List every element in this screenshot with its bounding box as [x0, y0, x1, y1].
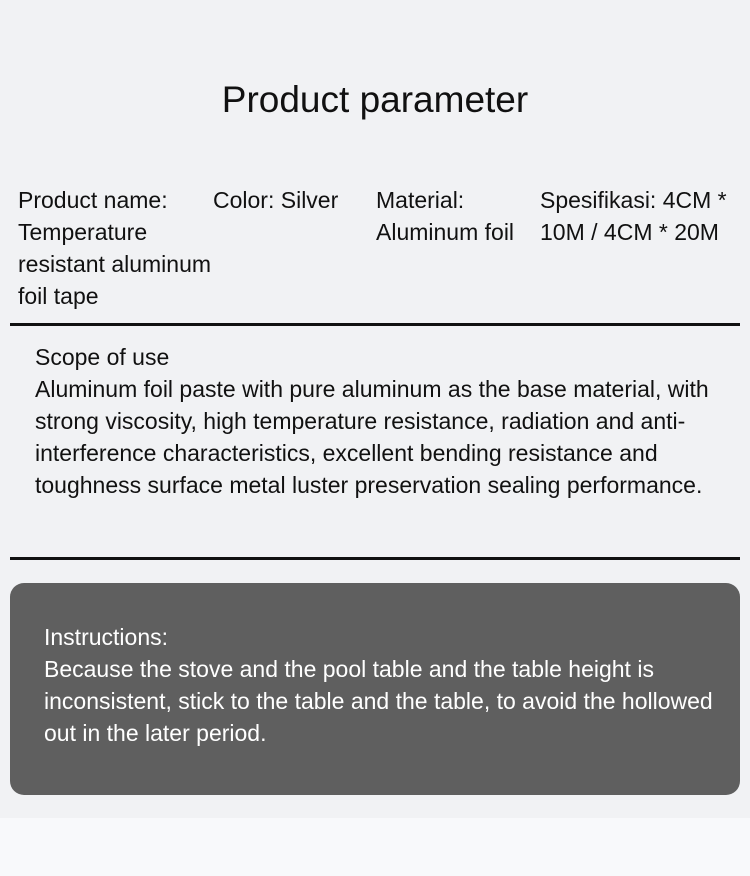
param-material: Material: Aluminum foil [376, 187, 515, 245]
divider-top [10, 323, 740, 326]
param-specification: Spesifikasi: 4CM * 10M / 4CM * 20M [540, 187, 727, 245]
instructions-content [44, 621, 724, 749]
page-title: Product parameter [221, 79, 529, 120]
instructions-body: Because the stove and the pool table and the table height is inconsistent, stick to the table and the table, to avoid the hollowed out in the later period. [44, 656, 713, 746]
scope-of-use-section [35, 341, 735, 501]
param-product-name: Product name: Temperature resistant aluminum foil tape [18, 187, 212, 309]
scope-heading: Scope of use [35, 344, 170, 370]
divider-bottom [10, 557, 740, 560]
param-color: Color: Silver [213, 187, 339, 213]
instructions-box [10, 583, 740, 795]
instructions-heading: Instructions: [44, 624, 168, 650]
scope-body: Aluminum foil paste with pure aluminum as the base material, with strong viscosity, high temperature resistance, radiation and anti-interference characteristics, excellent bending resistance and toughness surface metal luster preservation sealing performance. [35, 376, 709, 498]
